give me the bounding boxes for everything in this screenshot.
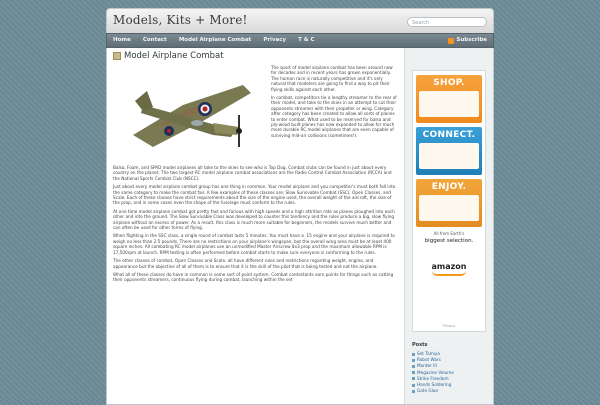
bullet-icon	[412, 371, 415, 374]
list-item[interactable]: Marder III	[412, 363, 486, 369]
bullet-icon	[412, 353, 415, 356]
post-title[interactable]: Model Airplane Combat	[124, 51, 224, 61]
list-item[interactable]: Hands Soldering	[412, 382, 486, 388]
page-wrapper	[106, 8, 494, 400]
list-item[interactable]: Strike Freedom	[412, 376, 486, 382]
paragraph-5: At one time model airplane combat got pretty fast and furious with high speeds and a high attrition rate as planes ploughed into each other and into the ground. The Slow Survivable Class was developed to counter this tendency and the rules produce a big, slow flying airplane without an excess of power. As a result, this class is much more suitable for beginners, the models survive much better and can often be used for other forms of flying.	[113, 208, 395, 231]
ad-enjoy-image	[419, 195, 479, 221]
ad-connect-image	[419, 143, 479, 169]
ad-connect	[416, 127, 482, 175]
site-title[interactable]: Models, Kits + More!	[113, 13, 248, 27]
rss-icon	[448, 38, 454, 44]
nav-model-airplane-combat[interactable]: Model Airplane Combat	[178, 37, 252, 43]
bullet-icon	[412, 384, 415, 387]
posts-heading: Posts	[412, 342, 428, 348]
body-area	[106, 48, 494, 405]
paragraph-4: Just about every model airplane combat group has one thing in common. Your model airplane and you competitor's must both fall into the same category to make the combat fair. A few examples of these classes are; Slow Survivable Combat (SSC), Open Classes, and Scale. Each of these classes have strict requirements about the size of the engine used, the overall weight of the aircraft, the size of the prop, and in some cases even the shape of the fuselage must conform to the rules.	[113, 184, 396, 206]
ad-small-text: All from Earth's	[433, 231, 465, 236]
paragraph-6: When flighting in the SSC class, a single round of combat lasts 5 minutes. You must have a .15 engine and your airplane is required to weigh no less than 2.5 pounds. There are no restrictions on your airplane's wingspan, but the overall wing area must be at least 400 square inches. All combating RC model airplanes use an unmodified Master Airscrew 8x3 prop and the maximum allowable RPM is 17,500rpm at launch. RPM testing is often performed before combat starts to make sure everyone is conforming to the rules.	[113, 233, 395, 255]
amazon-ad[interactable]	[412, 70, 486, 332]
recent-posts	[412, 342, 486, 394]
ad-enjoy	[416, 179, 482, 227]
ad-word-shop: SHOP.	[433, 78, 465, 88]
site-header	[106, 8, 494, 33]
post-icon	[113, 52, 121, 60]
subscribe-label: Subscribe	[456, 37, 487, 43]
main-nav	[106, 33, 494, 48]
amazon-logo: amazon	[431, 262, 467, 271]
paragraph-8: What all of these classes do have in common is some sort of point system. Combat contestants earn points for things such as cutting their opponents streamers, continuous flying during combat, launching within the set	[113, 271, 394, 283]
list-item[interactable]: Gate Glue	[412, 388, 486, 394]
spitfire-image	[113, 65, 267, 165]
nav-tc[interactable]: T & C	[298, 37, 315, 43]
subscribe-link[interactable]	[448, 34, 487, 47]
bullet-icon	[412, 377, 415, 380]
ad-shop	[416, 75, 482, 123]
intro-text	[271, 65, 399, 165]
bullet-icon	[412, 359, 415, 362]
amazon-smile-icon	[432, 271, 466, 276]
intro-block	[113, 65, 399, 165]
ad-word-connect: CONNECT.	[422, 130, 476, 140]
ad-big-text: biggest selection.	[424, 238, 474, 244]
nav-home[interactable]: Home	[113, 37, 131, 43]
paragraph-1: The sport of model airplane combat has been around now for decades and in recent years has grown exponentially. The human race is naturally competitive and it's only natural that modelers are going to find a way to pit their flying skills against each other.	[271, 65, 393, 92]
list-item[interactable]: Robot Wars	[412, 357, 486, 363]
post-content	[107, 48, 404, 404]
bullet-icon	[412, 390, 415, 393]
search-input[interactable]: Search	[407, 17, 487, 27]
ad-word-enjoy: ENJOY.	[431, 182, 467, 192]
list-item[interactable]: Set Tamiya	[412, 351, 486, 357]
sidebar	[404, 48, 493, 404]
nav-contact[interactable]: Contact	[142, 37, 167, 43]
post-title-row	[113, 51, 399, 61]
list-item[interactable]: Megazine Volume	[412, 370, 486, 376]
ad-privacy-link[interactable]: Privacy	[442, 324, 456, 328]
paragraph-7: The other classes of combat, Open Classes and Scale, all have different rules and restrictions regarding weight, engine, and appearance but the objective of all of them is to ensure that it is the skill of the pilot that is being tested and not the airplane.	[113, 258, 378, 269]
paragraph-2: In combat, competitors tie a lengthy streamer to the rear of their model, and take to the skies in an attempt to cut their opponents streamer with their propeller or wing. Category after category has been created to allow all sorts of planes to enter combat. What used to be reserved for balsa and ply-wood built planes has now expanded to allow for much more durable RC model airplanes that are even capable of surviving mid-air collisions (sometimes!).	[271, 95, 397, 138]
nav-privacy[interactable]: Privacy	[263, 37, 287, 43]
paragraph-3: Balsa, Foam, and SPAD model airplanes all take to the skies to see who is Top Dog. Combat clubs can be found in just about every country on the planet. The two largest RC model airplane combat associations are the Radio Control Combat Association (RCCA) and the National Sports Combat Club (NSCC).	[113, 165, 392, 181]
bullet-icon	[412, 365, 415, 368]
ad-shop-image	[419, 91, 479, 117]
